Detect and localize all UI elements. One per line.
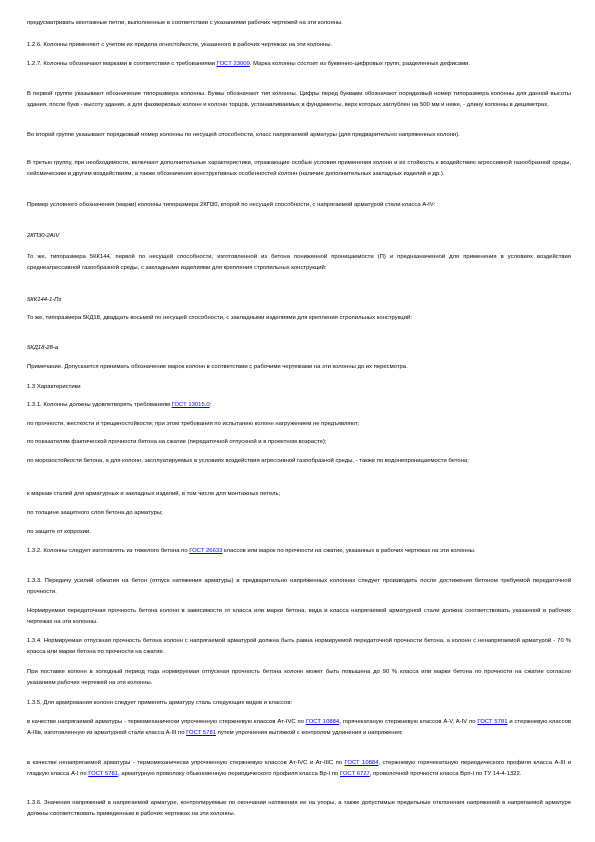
paragraph-p29 bbox=[27, 758, 571, 779]
paragraph-p04 bbox=[27, 89, 571, 110]
text: по толщине защитного слоя бетона до арматуры; bbox=[27, 510, 163, 516]
paragraph-p30 bbox=[27, 798, 571, 819]
paragraph-p01 bbox=[27, 18, 571, 29]
text: 1.3.1. Колонны должны удовлетворять требованиям bbox=[27, 402, 172, 408]
text: , горячекатаную стержневую классов A-V, A-IV по bbox=[339, 719, 478, 725]
gost-link[interactable]: ГОСТ 26633 bbox=[189, 548, 223, 554]
paragraph-p26 bbox=[27, 667, 571, 688]
paragraph-p22 bbox=[27, 546, 571, 557]
text: предусматривать монтажные петли, выполненные в соответствии с указаниями рабочих чертежей на эти колонны. bbox=[27, 20, 343, 26]
paragraph-p16 bbox=[27, 419, 571, 430]
paragraph-p02 bbox=[27, 40, 571, 51]
text: классов или марок по прочности на сжатие, указанных в рабочих чертежах на эти колонны. bbox=[222, 548, 476, 554]
gost-link[interactable]: ГОСТ 6727 bbox=[339, 770, 370, 777]
paragraph-p28 bbox=[27, 717, 571, 738]
paragraph-p23 bbox=[27, 576, 571, 597]
text: , проволочной прочности класса Врп-I по ТУ 14-4-1322. bbox=[369, 770, 522, 777]
gost-link[interactable]: ГОСТ 10884 bbox=[305, 719, 340, 725]
text: и стержневую классов A-IIIв, изготовленную из арматурной стали класса A-III по bbox=[27, 719, 572, 736]
text: Нормируемая передаточная прочность бетона колонн в зависимости от класса или марки бетона, вида и класса напрягаемой арматурной стали должна соответствовать указанной в рабочих чертежах на эти колонны. bbox=[27, 608, 571, 625]
text: 1.2.7. Колонны обозначают марками в соответствии с требованиями bbox=[27, 61, 217, 67]
text: по прочности, жесткости и трещиностойкости; при этом требования по испытанию колонн нагружением не предъявляют; bbox=[27, 421, 360, 427]
paragraph-p17 bbox=[27, 437, 571, 448]
mark-example-2 bbox=[27, 295, 571, 306]
gost-link[interactable]: ГОСТ 13015.0 bbox=[171, 402, 210, 408]
text: В первой группе указывают обозначение типоразмера колонны. Буквы обозначают тип колонны. Цифры перед буквами обозначают порядковый номер типоразмера колонны для данной высоты здания, после букв - высоту здания, а для фахверковых колонн и колонн торцов, устанавливаемых в фундаменты, верх которых заглублен на 500 мм и ниже, - длину колонны в дециметрах. bbox=[27, 91, 571, 108]
text: 1.3.4. Нормируемая отпускная прочность бетона колонн с напрягаемой арматурой должна быть равна нормируемой передаточной прочности бетона, а колонн с ненапрягаемой арматурой - 70 % класса или марки бетона по прочности на сжатие. bbox=[27, 638, 571, 655]
gost-link[interactable]: ГОСТ 23009 bbox=[216, 61, 250, 67]
paragraph-p25 bbox=[27, 636, 571, 657]
gost-link[interactable]: ГОСТ 5781 bbox=[88, 770, 119, 777]
text: Примечание. Допускается принимать обозначение марок колонн в соответствии с рабочими чертежами на эти колонны до их пересмотра. bbox=[27, 364, 408, 370]
text: : bbox=[209, 402, 212, 408]
paragraph-p05 bbox=[27, 130, 571, 141]
text: 1.3.3. Передачу усилий обжатия на бетон (отпуск натяжения арматуры) в предварительно напряженных колоннах следует производить после достижения бетоном требуемой передаточной прочности. bbox=[27, 578, 571, 595]
paragraph-p19 bbox=[27, 489, 571, 500]
text: . Марка колонны состоит из буквенно-цифровых групп, разделенных дефисами. bbox=[249, 61, 471, 67]
paragraph-note bbox=[27, 362, 571, 373]
text: , арматурную проволоку обыкновенную периодического профиля класса Вр-I по bbox=[118, 770, 340, 777]
text: 1.3 Характеристики bbox=[27, 384, 81, 390]
text: То же, типоразмера 5КД18, двадцать восьмой по несущей способности, с закладными изделиями для крепления стропильных конструкций: bbox=[27, 315, 412, 321]
paragraph-p11 bbox=[27, 313, 571, 324]
text: 1.3.5. Для армирования колонн следует применять арматуру сталь следующих видов и классов: bbox=[27, 700, 293, 706]
paragraph-p24 bbox=[27, 606, 571, 627]
text: 1.3.2. Колонны следует изготовлять из тяжелого бетона по bbox=[27, 548, 190, 554]
text: путем упрочнения вытяжкой с контролем удлинения и напряжения; bbox=[216, 729, 403, 736]
gost-link[interactable]: ГОСТ 10884 bbox=[344, 760, 379, 766]
text: в качестве ненапрягаемой арматуры - термомеханически упрочненную стержневую классов Ат-IVC и Ат-IIIC по bbox=[27, 760, 345, 766]
paragraph-p21 bbox=[27, 527, 571, 538]
paragraph-p06 bbox=[27, 158, 571, 179]
text: 1.2.6. Колонны применяют с учетом их предела огнестойкости, указанного в рабочих чертежах на эти колонны. bbox=[27, 42, 333, 48]
paragraph-p27 bbox=[27, 698, 571, 709]
paragraph-p09 bbox=[27, 252, 571, 273]
text: по защите от коррозии. bbox=[27, 529, 91, 535]
section-heading bbox=[27, 382, 571, 393]
text: 5КД18-28-а bbox=[27, 345, 59, 351]
text: При поставке колонн в холодный период года нормируемая отпускная прочность бетона колонн может быть повышена до 90 % класса или марки бетона по прочности на сжатие согласно указаниям рабочих чертежей на эти колонны. bbox=[27, 669, 571, 686]
text: Во второй группе указывают порядковый номер колонны по несущей способности, класс напрягаемой арматуры (для предварительно напряженных колонн). bbox=[27, 132, 460, 138]
text: по морозостойкости бетона, а для колонн, эксплуатируемых в условиях воздействия агрессивной газообразной среды, - также по водонепроницаемости бетона; bbox=[27, 458, 469, 464]
text: 5КК144-1-Пз bbox=[27, 297, 62, 303]
text: , стержневую горячекатаную периодического профиля класса A-III и гладкую класса A-I по bbox=[27, 760, 571, 777]
gost-link[interactable]: ГОСТ 5781 bbox=[477, 719, 508, 725]
mark-example-3 bbox=[27, 343, 571, 354]
text: к маркам сталей для арматурных и закладных изделий, в том числе для монтажных петель; bbox=[27, 491, 281, 497]
text: 2КП30-2AIV bbox=[27, 233, 60, 239]
mark-example-1 bbox=[27, 231, 571, 242]
paragraph-p18 bbox=[27, 456, 571, 467]
text: 1.3.6. Значения напряжений в напрягаемой арматуре, контролируемые по окончании натяжения ее на упоры, а также допустимые предельные отклонения напряжений в напрягаемой арматуре должны соответствовать приведенным в рабочих чертежах на эти колонны. bbox=[27, 800, 571, 817]
text: Пример условного обозначения (марки) колонны типоразмера 2КП30, второй по несущей способности, с напрягаемой арматурой стали класса A-IV: bbox=[27, 202, 436, 208]
text: по показателям фактической прочности бетона на сжатие (передаточной отпускной и в проектном возрасте); bbox=[27, 439, 327, 445]
paragraph-p03 bbox=[27, 59, 571, 70]
text: То же, типоразмера 5КК144, первой по несущей способности, изготовленной из бетона пониженной проницаемости (П) и предназначенной для применения в условиях воздействия среднеагрессивной газообразной среды, с закладными изделиями для крепления стропильных конструкций: bbox=[27, 254, 571, 271]
paragraph-p07 bbox=[27, 200, 571, 211]
text: в качестве напрягаемой арматуры - термомеханически упрочненную стержневую классов Ат-IVC по bbox=[27, 719, 306, 725]
paragraph-p20 bbox=[27, 508, 571, 519]
gost-link[interactable]: ГОСТ 5781 bbox=[186, 729, 216, 736]
paragraph-p15 bbox=[27, 400, 571, 411]
text: В третью группу, при необходимости, включают дополнительные характеристики, отражающие особые условия применения колонн и их стойкость к воздействию агрессивной газообразной среды, сейсмическим и другим воздействиям, а также обозначения конструктивных особенностей колонн (наличие дополнительных закладных изделий и др.). bbox=[27, 160, 571, 177]
